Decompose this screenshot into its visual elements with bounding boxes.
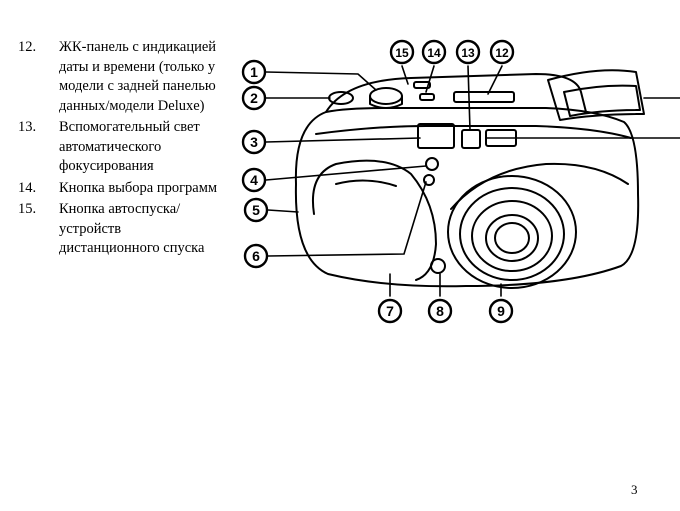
lcd-panel — [454, 92, 514, 102]
legend-item-12 — [18, 38, 218, 116]
callout-14 — [423, 41, 445, 63]
red-eye-lamp — [431, 259, 445, 273]
callout-3 — [243, 131, 265, 153]
camera-body-outline — [296, 108, 638, 286]
svg-text:4: 4 — [250, 172, 258, 188]
legend-text: Кнопка автоспуска/устройств дистанционного спуска — [59, 201, 205, 256]
shutter-button — [370, 88, 402, 104]
callout-6 — [245, 245, 267, 267]
svg-text:8: 8 — [436, 303, 444, 319]
zoom-lever — [329, 92, 353, 104]
lens-glass — [486, 215, 538, 261]
callout-2 — [243, 87, 265, 109]
svg-text:9: 9 — [497, 303, 505, 319]
legend-item-14 — [18, 179, 218, 199]
svg-text:7: 7 — [386, 303, 394, 319]
hand-grip — [313, 161, 436, 280]
svg-text:15: 15 — [395, 46, 409, 60]
callout-1 — [243, 61, 265, 83]
svg-text:3: 3 — [250, 134, 258, 150]
legend-number: 15. — [18, 201, 37, 217]
callout-7 — [379, 300, 401, 322]
legend-text: Вспомогательный свет автоматического фокусирования — [59, 119, 200, 174]
callout-9 — [490, 300, 512, 322]
page-number: 3 — [631, 482, 638, 497]
legend-item-15 — [18, 200, 218, 259]
svg-text:1: 1 — [250, 64, 258, 80]
parts-legend — [18, 38, 218, 261]
program-button — [420, 94, 434, 100]
svg-text:12: 12 — [495, 46, 509, 60]
viewfinder-window — [418, 124, 454, 148]
self-timer-lamp — [426, 158, 438, 170]
af-window — [462, 130, 480, 148]
callout-8 — [429, 300, 451, 322]
legend-number: 14. — [18, 179, 37, 196]
camera-front-diagram — [236, 34, 680, 334]
legend-text: Кнопка выбора программ — [59, 179, 218, 196]
callout-4 — [243, 169, 265, 191]
svg-text:13: 13 — [461, 46, 475, 60]
svg-text:5: 5 — [252, 202, 260, 218]
svg-text:14: 14 — [427, 46, 441, 60]
legend-number: 12. — [18, 39, 37, 55]
callout-13 — [457, 41, 479, 63]
svg-text:6: 6 — [252, 248, 260, 264]
legend-number: 13. — [18, 119, 37, 135]
svg-text:2: 2 — [250, 90, 258, 106]
legend-item-13 — [18, 118, 218, 177]
callout-12 — [491, 41, 513, 63]
legend-text: ЖК-панель с индикацией даты и времени (только у модели с задней панелью данных/модели Deluxe) — [59, 39, 217, 114]
callout-15 — [391, 41, 413, 63]
callout-5 — [245, 199, 267, 221]
